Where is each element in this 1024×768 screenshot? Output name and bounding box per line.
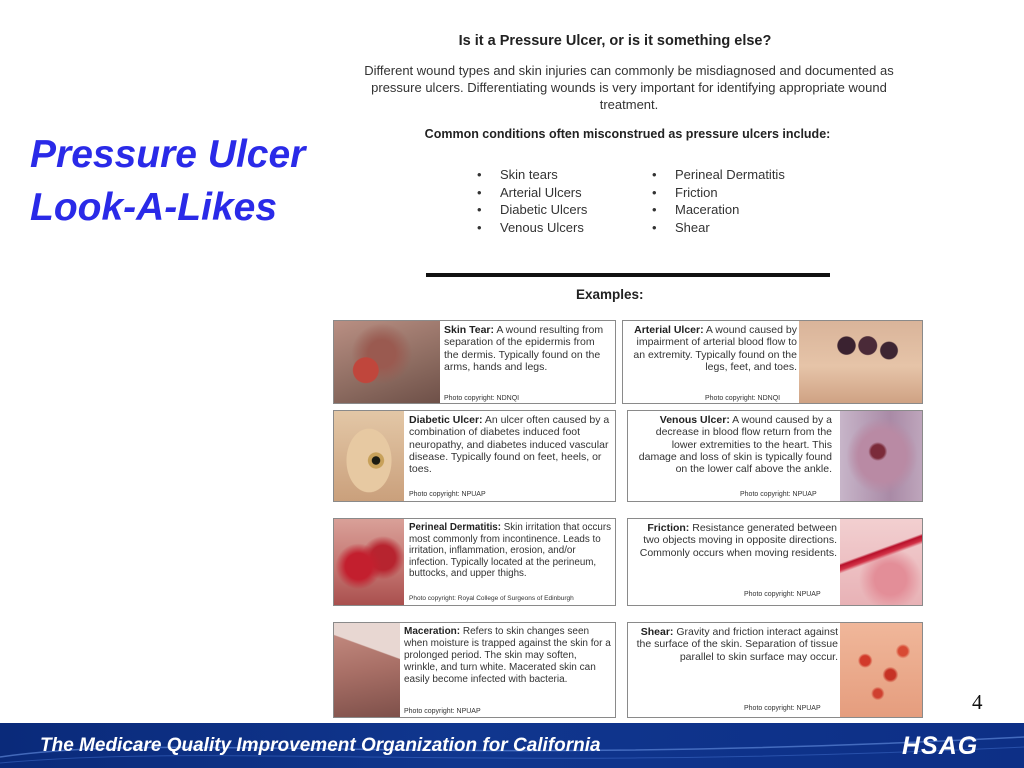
arterial-credit: Photo copyright: NDNQI (705, 395, 781, 402)
friction-photo (840, 519, 923, 605)
diabetic-credit: Photo copyright: NPUAP (409, 491, 486, 498)
perineal-text: Skin irritation that occurs most commonly from incontinence. Leads to irritation, inflammation, erosion, and/or infection. Typically located at the perineum, buttocks, and upper thighs. (409, 522, 612, 580)
skin-tear-text: A wound resulting from separation of the epidermis from the dermis. Typically found on the arms, hands and legs. (444, 324, 604, 373)
example-card-diabetic-ulcer (333, 410, 616, 502)
perineal-description (409, 522, 614, 580)
divider-rule (426, 273, 830, 277)
friction-title: Friction: (647, 522, 690, 534)
venous-ulcer-photo (840, 411, 923, 501)
example-card-venous-ulcer (627, 410, 923, 502)
diabetic-title: Diabetic Ulcer: (409, 414, 483, 426)
footer-text: The Medicare Quality Improvement Organization for California (40, 735, 601, 756)
perineal-title: Perineal Dermatitis: (409, 522, 502, 533)
page-number: 4 (972, 690, 983, 714)
skin-tear-title: Skin Tear: (444, 324, 494, 336)
diabetic-text: An ulcer often caused by a combination of diabetes induced foot neuropathy, and diabetes induced vascular disease. Typically found on feet, heels, or toes. (409, 414, 610, 476)
list-item: • Perineal Dermatitis (650, 166, 785, 184)
slide-title-line2: Look-A-Likes (30, 186, 278, 229)
hsag-logo: HSAG (902, 732, 979, 760)
maceration-photo (334, 623, 400, 717)
perineal-credit: Photo copyright: Royal College of Surgeons of Edinburgh (409, 595, 574, 602)
diabetic-ulcer-photo (334, 411, 404, 501)
document-heading: Is it a Pressure Ulcer, or is it something else? (458, 33, 772, 49)
example-card-shear (627, 622, 923, 718)
list-item: • Arterial Ulcers (475, 184, 587, 202)
maceration-text: Refers to skin changes seen when moisture is trapped against the skin for a prolonged period. The skin may soften, wrinkle, and turn white. Macerated skin can easily become infected with bacteria. (404, 626, 611, 685)
maceration-description (404, 626, 612, 686)
shear-credit: Photo copyright: NPUAP (744, 705, 821, 712)
perineal-dermatitis-photo (334, 519, 404, 605)
conditions-heading: Common conditions often misconstrued as pressure ulcers include: (424, 127, 831, 141)
example-card-skin-tear (333, 320, 616, 404)
friction-text: Resistance generated between two objects moving in opposite directions. Commonly occurs when moving residents. (639, 522, 837, 559)
shear-photo (840, 623, 923, 717)
skin-tear-description (444, 324, 612, 373)
footer-banner (0, 723, 1024, 768)
conditions-list-left (475, 166, 587, 236)
skin-tear-credit: Photo copyright: NDNQI (444, 395, 520, 402)
friction-credit: Photo copyright: NPUAP (744, 591, 821, 598)
example-card-friction (627, 518, 923, 606)
shear-title: Shear: (640, 626, 674, 638)
venous-description (632, 414, 832, 475)
example-card-perineal-dermatitis (333, 518, 616, 606)
venous-credit: Photo copyright: NPUAP (740, 491, 817, 498)
arterial-text: A wound caused by impairment of arterial blood flow to an extremity. Typically found on the legs, feet, and toes. (633, 324, 797, 373)
document-intro: Different wound types and skin injuries can commonly be misdiagnosed and documented as pressure ulcers. Differentiating wounds is very important for identifying appropriate wound treatment. (364, 63, 894, 112)
arterial-title: Arterial Ulcer: (634, 324, 704, 336)
examples-label: Examples: (576, 287, 644, 302)
venous-title: Venous Ulcer: (659, 414, 730, 426)
skin-tear-photo (334, 321, 440, 403)
list-item: • Maceration (650, 201, 785, 219)
maceration-title: Maceration: (404, 626, 461, 637)
arterial-description (629, 324, 797, 373)
slide-title-line1: Pressure Ulcer (30, 133, 306, 176)
friction-description (634, 522, 837, 559)
venous-text: A wound caused by a decrease in blood flow return from the lower extremities to the heart. This damage and loss of skin is typically found on the lower calf above the ankle. (638, 414, 832, 476)
example-card-maceration (333, 622, 616, 718)
arterial-ulcer-photo (799, 321, 923, 403)
list-item: • Skin tears (475, 166, 587, 184)
maceration-credit: Photo copyright: NPUAP (404, 708, 481, 715)
shear-text: Gravity and friction interact against the surface of the skin. Separation of tissue parallel to skin surface may occur. (636, 626, 838, 663)
slide-title (30, 128, 360, 234)
shear-description (634, 626, 838, 663)
diabetic-description (409, 414, 613, 475)
conditions-list-right (650, 166, 785, 236)
list-item: • Friction (650, 184, 785, 202)
list-item: • Diabetic Ulcers (475, 201, 587, 219)
list-item: • Venous Ulcers (475, 219, 587, 237)
list-item: • Shear (650, 219, 785, 237)
example-card-arterial-ulcer (622, 320, 923, 404)
